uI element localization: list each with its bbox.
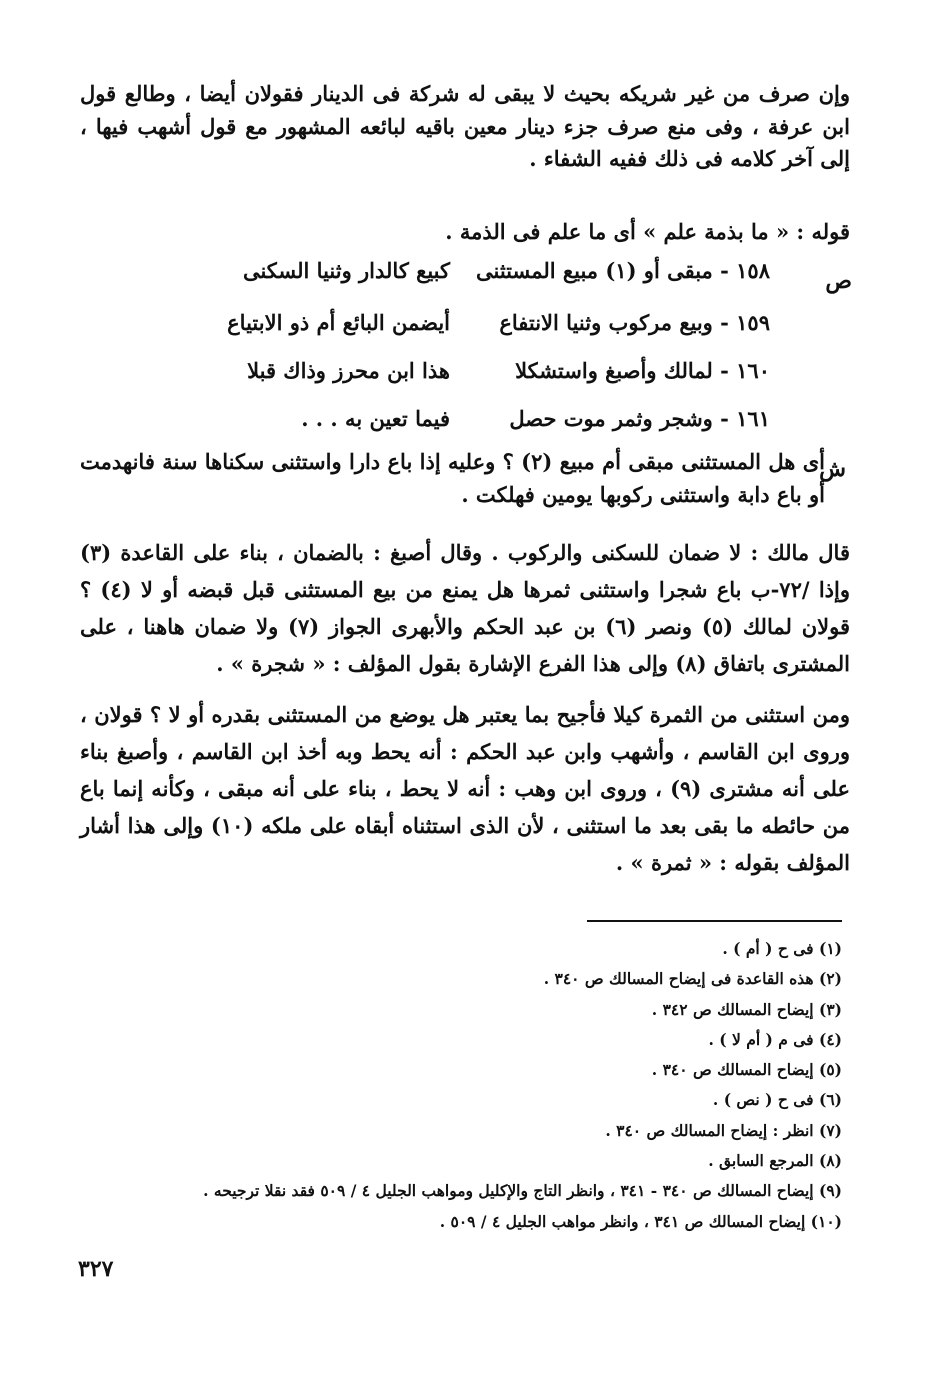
commentary-paragraph-3: أى هل المستثنى مبقى أم مبيع (٢) ؟ وعليه إذا باع دارا واستثنى سكناها سنة فانهدمت أو باع دابة واستثنى ركوبها يومين فهلكت . — [80, 449, 825, 507]
commentary-paragraph-2: قوله : « ما بذمة علم » أى ما علم فى الذمة . — [445, 219, 850, 244]
footnote-separator — [587, 920, 842, 922]
verse-159 — [200, 310, 770, 348]
verse-160 — [200, 358, 770, 396]
footnote-2: (٢) هذه القاعدة فى إيضاح المسالك ص ٣٤٠ . — [543, 969, 842, 989]
footnote-7: (٧) انظر : إيضاح المسالك ص ٣٤٠ . — [605, 1120, 842, 1140]
verse-first-hemistich: ١٦٠ - لمالك وأصبغ واستشكلا — [515, 358, 770, 383]
text-marker-sh: ش — [819, 456, 846, 482]
verse-second-hemistich: هذا ابن محرز وذاك قبلا — [247, 358, 450, 383]
commentary-paragraph-5: ومن استثنى من الثمرة كيلا فأجيح بما يعتبر هل يوضع من المستثنى بقدره أو لا ؟ قولان ، وروى ابن القاسم ، وأشهب وابن عبد الحكم : أنه يحط وبه أخذ ابن القاسم ، وأصبغ بناء على أنه مشترى (٩) ، وروى ابن وهب : أنه لا يحط ، بناء على أنه مبقى ، وكأنه إنما باع من حائطه ما بقى بعد ما استثنى ، لأن الذى استثناه أبقاه على ملكه (١٠) وإلى هذا أشار المؤلف بقوله : « ثمرة » . — [80, 702, 850, 875]
verse-first-hemistich: ١٥٨ - مبقى أو (١) مبيع المستثنى — [476, 258, 770, 283]
verse-second-hemistich: كبيع كالدار وثنيا السكنى — [242, 258, 450, 283]
verse-first-hemistich: ١٦١ - وشجر وثمر موت حصل — [509, 406, 770, 431]
footnote-9: (٩) إيضاح المسالك ص ٣٤٠ - ٣٤١ ، وانظر التاج والإكليل ومواهب الجليل ٤ / ٥٠٩ فقد نقلا ترجيحه . — [203, 1181, 842, 1201]
footnote-3: (٣) إيضاح المسالك ص ٣٤٢ . — [651, 999, 842, 1019]
footnote-1: (١) فى ح ( أم ) . — [722, 939, 842, 958]
verse-first-hemistich: ١٥٩ - وبيع مركوب وثنيا الانتفاع — [499, 310, 770, 335]
commentary-paragraph-1: وإن صرف من غير شريكه بحيث لا يبقى له شركة فى الدينار فقولان أيضا ، وطالع قول ابن عرفة ، وفى منع صرف جزء دينار معين باقيه لبائعه المشهور مع قول أشهب فيها ، إلى آخر كلامه فى ذلك ففيه الشفاء . — [80, 81, 850, 171]
footnote-8: (٨) المرجع السابق . — [708, 1151, 842, 1171]
footnote-6: (٦) فى ح ( نص ) . — [712, 1090, 842, 1110]
verse-second-hemistich: أيضمن البائع أم ذو الابتياع — [227, 310, 450, 335]
verse-161 — [200, 406, 770, 444]
verse-second-hemistich: فيما تعين به . . . — [301, 406, 450, 431]
footnote-5: (٥) إيضاح المسالك ص ٣٤٠ . — [651, 1060, 842, 1080]
page-number: ٣٢٧ — [78, 1256, 114, 1282]
footnote-10: (١٠) إيضاح المسالك ص ٣٤١ ، وانظر مواهب الجليل ٤ / ٥٠٩ . — [439, 1211, 842, 1231]
footnote-4: (٤) فى م ( أم لا ) . — [708, 1029, 842, 1049]
footnotes-list — [102, 934, 842, 1237]
commentary-paragraph-4: قال مالك : لا ضمان للسكنى والركوب . وقال أصبغ : بالضمان ، بناء على القاعدة (٣) وإذا /٧٢-ب باع شجرا واستثنى ثمرها هل يمنع من بيع المستثنى قبل قبضه أو لا (٤) ؟ قولان لمالك (٥) ونصر (٦) بن عبد الحكم والأبهرى الجواز (٧) ولا ضمان هاهنا ، على المشترى باتفاق (٨) وإلى هذا الفرع الإشارة بقول المؤلف : « شجرة » . — [80, 540, 850, 676]
text-marker-s: ص — [825, 268, 852, 294]
verse-158 — [200, 258, 770, 296]
